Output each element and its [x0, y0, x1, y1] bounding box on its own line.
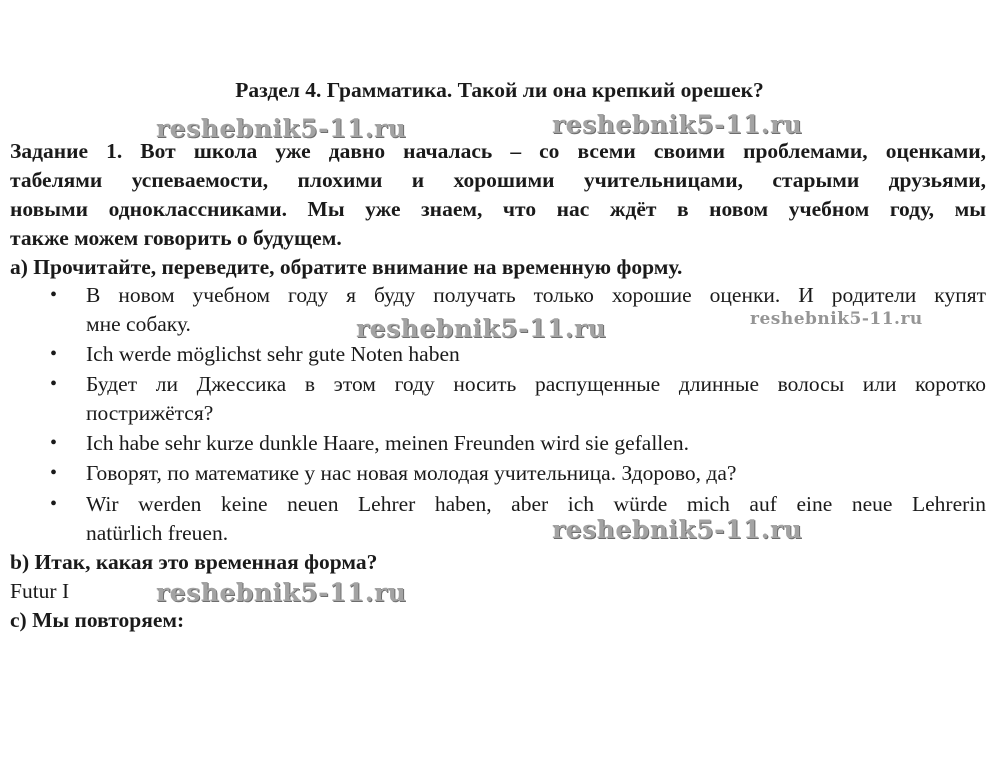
list-item: [86, 490, 986, 548]
list-item-line: мне собаку.: [86, 312, 191, 336]
bullet-marker: •: [50, 284, 58, 306]
task-line-3: новыми одноклассниками. Мы уже знаем, что нас ждёт в новом учебном году, мы: [10, 197, 986, 221]
watermark: reshebnik5-11.ru: [356, 314, 607, 343]
bullet-marker: •: [50, 343, 58, 365]
part-b-heading: b) Итак, какая это временная форма?: [10, 550, 378, 574]
bullet-marker: •: [50, 432, 58, 454]
watermark: reshebnik5-11.ru: [156, 578, 407, 607]
part-a-heading: а) Прочитайте, переведите, обратите внимание на временную форму.: [10, 255, 683, 279]
list-item-line: В новом учебном году я буду получать только хорошие оценки. И родители купят: [86, 283, 986, 307]
list-item: [86, 340, 986, 369]
task-line-1: Задание 1. Вот школа уже давно началась – со всеми своими проблемами, оценками,: [10, 139, 986, 163]
part-c-heading: с) Мы повторяем:: [10, 608, 185, 632]
watermark: reshebnik5-11.ru: [552, 515, 803, 544]
watermark: reshebnik5-11.ru: [552, 110, 803, 139]
bullet-marker: •: [50, 493, 58, 515]
list-item-line: Будет ли Джессика в этом году носить распущенные длинные волосы или коротко: [86, 372, 986, 396]
list-item-line: natürlich freuen.: [86, 521, 229, 545]
list-item-line: Говорят, по математике у нас новая молодая учительница. Здорово, да?: [86, 461, 737, 485]
list-item-line: Wir werden keine neuen Lehrer haben, aber ich würde mich auf eine neue Lehrerin: [86, 492, 986, 516]
list-item-line: Ich werde möglichst sehr gute Noten haben: [86, 342, 460, 366]
task-line-2: табелями успеваемости, плохими и хорошими учительницами, старыми друзьями,: [10, 168, 986, 192]
list-item: [86, 370, 986, 428]
watermark: reshebnik5-11.ru: [156, 114, 407, 143]
watermark: reshebnik5-11.ru: [750, 309, 923, 329]
list-item-line: Ich habe sehr kurze dunkle Haare, meinen Freunden wird sie gefallen.: [86, 431, 689, 455]
section-title: Раздел 4. Грамматика. Такой ли она крепкий орешек?: [235, 78, 764, 102]
list-item-line: пострижётся?: [86, 401, 214, 425]
list-item: [86, 459, 986, 488]
bullet-marker: •: [50, 462, 58, 484]
list-item: [86, 429, 986, 458]
task-line-4: также можем говорить о будущем.: [10, 226, 342, 250]
bullet-marker: •: [50, 373, 58, 395]
part-b-answer: Futur I: [10, 579, 70, 603]
